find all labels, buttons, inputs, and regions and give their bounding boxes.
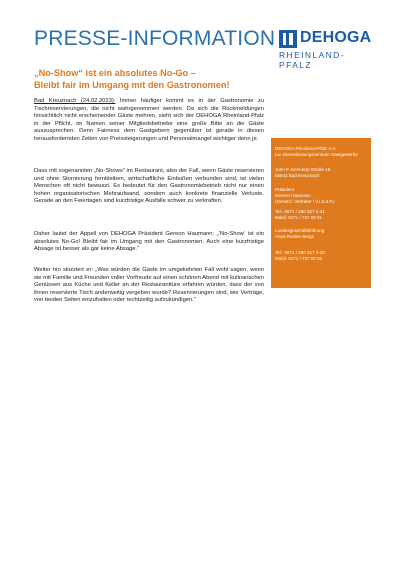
dateline: Bad Kreuznach (24.02.2023): <box>34 98 116 104</box>
management-title: Landesgeschäftsführung <box>275 228 325 233</box>
org-name: DEHOGA Rheinland-Pfalz e.V. <box>275 146 337 151</box>
contact-sidebar <box>271 138 371 288</box>
address-block <box>275 167 368 179</box>
president-block <box>275 187 368 206</box>
president-phone: Tel.: 0671 / 290 327 2-31 <box>275 209 325 214</box>
president-name: Gereon Haumann <box>275 193 311 199</box>
address-city: 55543 Bad Kreuznach <box>275 173 320 179</box>
paragraph-4: Weiter hin skizziert er: „Was würden die Gäste im umgekehrten Fall wohl sagen, wenn sie mit Familie und Freunden voller Vorfreude auf einen schönen Abend mit kulinarischen Genüssen aus Küche und Keller an der Restauranttüre erfahren würden, dass der von ihnen reservierte Tisch anderweitig vergeben wurde? Reservierungen sind, wie Verträge, von beiden Seiten einzuhalten oder rechtzeitig aufzukündigen.“ <box>34 267 264 304</box>
paragraph-1 <box>34 98 264 144</box>
address-street: John-F.-Kennedy-Straße 15 <box>275 167 331 172</box>
page-title: PRESSE-INFORMATION <box>34 27 276 50</box>
management-block <box>275 228 368 240</box>
org-subtitle: Lw. Dienstleistungszentrum Gastgewerbe <box>275 152 358 158</box>
paragraph-1-text: Immer häufiger kommt es in der Gastronomie zu Tischreservierungen, die nicht wahrgenommen werden. Da sich die Rückmeldungen hinsichtlich nicht erscheinender Gäste mehren, sieht sich der DEHOGA Rheinland-Pfalz in der Pflicht, im Namen seiner Mitgliedsbetriebe eine große Bitte an die Gäste auszusprechen. Denn Fairness dem Gastgebern gegenüber ist gerade in diesen herausfordernden Zeiten von Preissteigerungen und Personalmangel wichtiger denn je. <box>34 98 265 142</box>
president-role: (Gesetzl. Vertreter / V.i.S.d.P.) <box>275 199 335 205</box>
paragraph-2: Dass mit sogenannten „No-Shows“ im Restaurant, also der Fall, wenn Gäste reservieren und ohne Stornierung fernbleiben, wirtschaftliche Einbußen verbunden sind, ist vielen Menschen oft nicht bewusst. Es bedeutet für den Gastronomiebetrieb nicht nur einen hohen organisatorischen Mehraufwand, sondern auch konkrete finanzielle Verluste. Gerade an den Feiertagen sind kurzfristige Ausfälle schwer zu verkraften. <box>34 168 264 205</box>
dehoga-logo-icon <box>279 30 297 48</box>
org-block <box>275 146 368 158</box>
logo-name: DEHOGA <box>300 29 372 46</box>
president-contact <box>275 209 368 221</box>
president-title: Präsident <box>275 187 295 192</box>
headline <box>34 67 264 91</box>
president-mobile: Mobil: 0171 / 737 00 01 <box>275 215 323 221</box>
headline-line-1: „No-Show“ ist ein absolutes No-Go – <box>34 68 196 78</box>
management-mobile: Mobil: 0171 / 737 00 02 <box>275 256 323 262</box>
dehoga-logo <box>279 29 371 69</box>
management-phone: Tel.: 0671 / 290 327 2-33 <box>275 250 325 255</box>
management-contact <box>275 250 368 262</box>
logo-subtitle: RHEINLAND-PFALZ <box>279 50 345 70</box>
paragraph-3: Daher lautet der Appell von DEHOGA Präsident Gereon Haumann: „‘No-Show‘ ist ein absolutes No-Go! Bleibt fair im Umgang mit den Gastronomen. Auch eine kurzfristige Absage ist besser als gar keine Absage.“ <box>34 231 264 253</box>
headline-line-2: Bleibt fair im Umgang mit den Gastronomen! <box>34 80 230 90</box>
management-name: Anna Rosten Bergs <box>275 234 315 240</box>
